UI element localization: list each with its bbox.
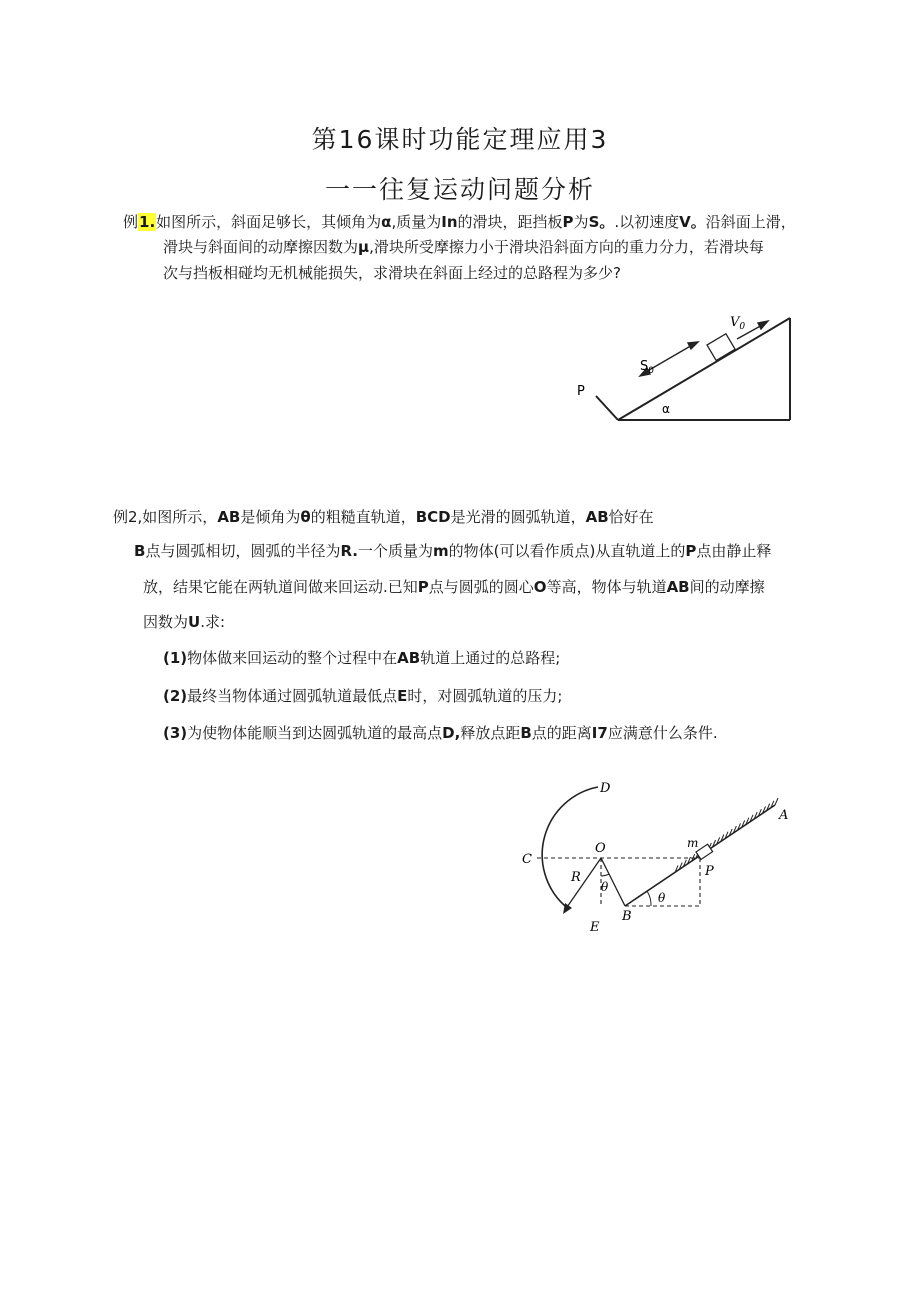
question-1: (1)物体做来回运动的整个过程中在AB轨道上通过的总路程;	[163, 649, 561, 667]
question-3: (3)为使物体能顺当到达圆弧轨道的最高点D,释放点距B点的距离I7应满意什么条件.	[163, 724, 718, 742]
label-v0: $V_0$	[730, 315, 746, 332]
label-c: C	[522, 852, 532, 867]
ex1-line-1: 例1.如图所示，斜面足够长，其倾角为α,质量为In的滑块，距挡板P为S。.以初速度V。沿斜面上滑，	[123, 213, 796, 231]
page-title: 第16课时功能定理应用3	[311, 125, 609, 154]
label-a: A	[779, 808, 789, 823]
ex2-line-3: 放，结果它能在两轨道间做来回运动.已知P点与圆弧的圆心O等高，物体与轨道AB间的动摩擦	[143, 578, 765, 596]
arc-bcd	[542, 787, 598, 906]
incline-figure	[570, 300, 810, 430]
label-m: m	[687, 836, 699, 850]
label-theta-1: θ	[601, 880, 609, 894]
label-o: O	[595, 841, 606, 856]
ex2-line-2: B点与圆弧相切，圆弧的半径为R.一个质量为m的物体(可以看作质点)从直轨道上的P点由静止释	[134, 542, 772, 560]
label-theta-2: θ	[658, 891, 666, 905]
page-subtitle: 一一往复运动问题分析	[324, 175, 595, 204]
label-r: R	[571, 870, 581, 885]
arc-track-figure	[515, 775, 805, 940]
label-alpha: α	[662, 402, 670, 416]
ex2-line-4: 因数为U.求:	[143, 613, 226, 631]
highlight-number: 1.	[139, 213, 156, 231]
label-e: E	[590, 920, 600, 935]
plate-p	[596, 396, 618, 420]
ex2-line-1: 例2,如图所示，AB是倾角为θ的粗糙直轨道，BCD是光滑的圆弧轨道，AB恰好在	[113, 508, 654, 526]
label-s0: $S_0$	[640, 359, 654, 376]
slider-block	[707, 334, 735, 361]
ex1-line-3: 次与挡板相碰均无机械能损失，求滑块在斜面上经过的总路程为多少?	[163, 264, 621, 282]
question-2: (2)最终当物体通过圆弧轨道最低点E时，对圆弧轨道的压力;	[163, 687, 563, 705]
label-p: P	[577, 384, 585, 399]
hatch-mark	[775, 798, 778, 805]
ex1-line-2: 滑块与斜面间的动摩擦因数为μ,滑块所受摩擦力小于滑块沿斜面方向的重力分力，若滑块每	[163, 238, 764, 256]
label-d: D	[600, 781, 611, 796]
label-p: P	[705, 864, 714, 879]
label-b: B	[622, 909, 632, 924]
